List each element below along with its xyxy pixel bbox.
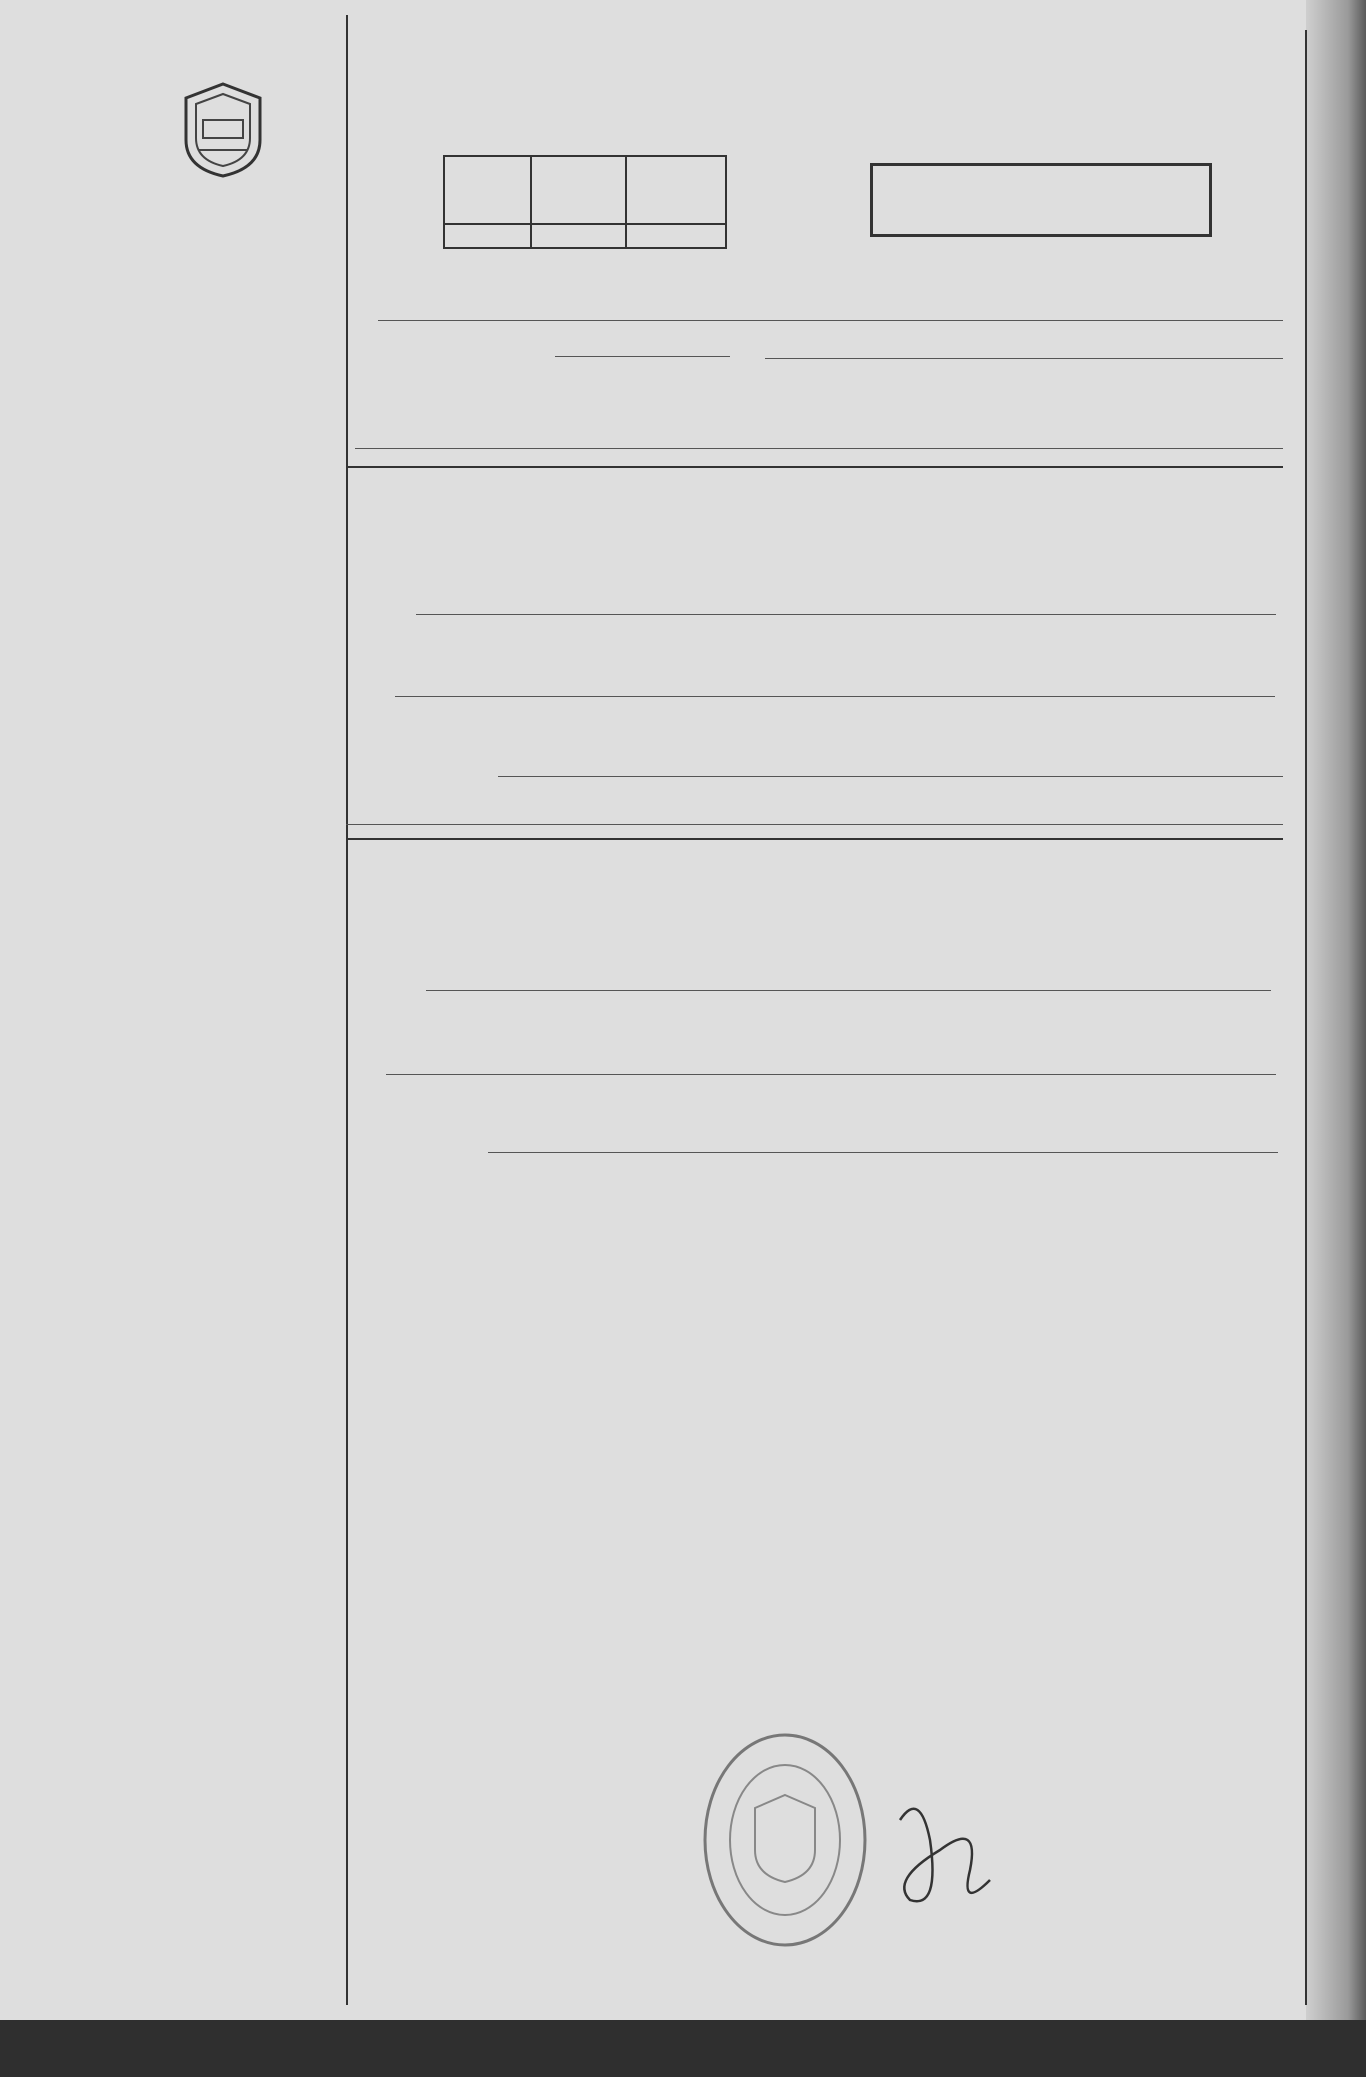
image-footer-code	[0, 2020, 1366, 2077]
column-divider	[346, 15, 348, 2005]
province-seal-icon	[178, 80, 268, 180]
binding-edge	[1306, 0, 1366, 2020]
registry-stamp	[700, 1730, 870, 1960]
official-signature-icon	[880, 1780, 1000, 1930]
act-type-box	[870, 163, 1212, 237]
record-number-box	[443, 155, 727, 249]
right-border	[1305, 30, 1307, 2005]
